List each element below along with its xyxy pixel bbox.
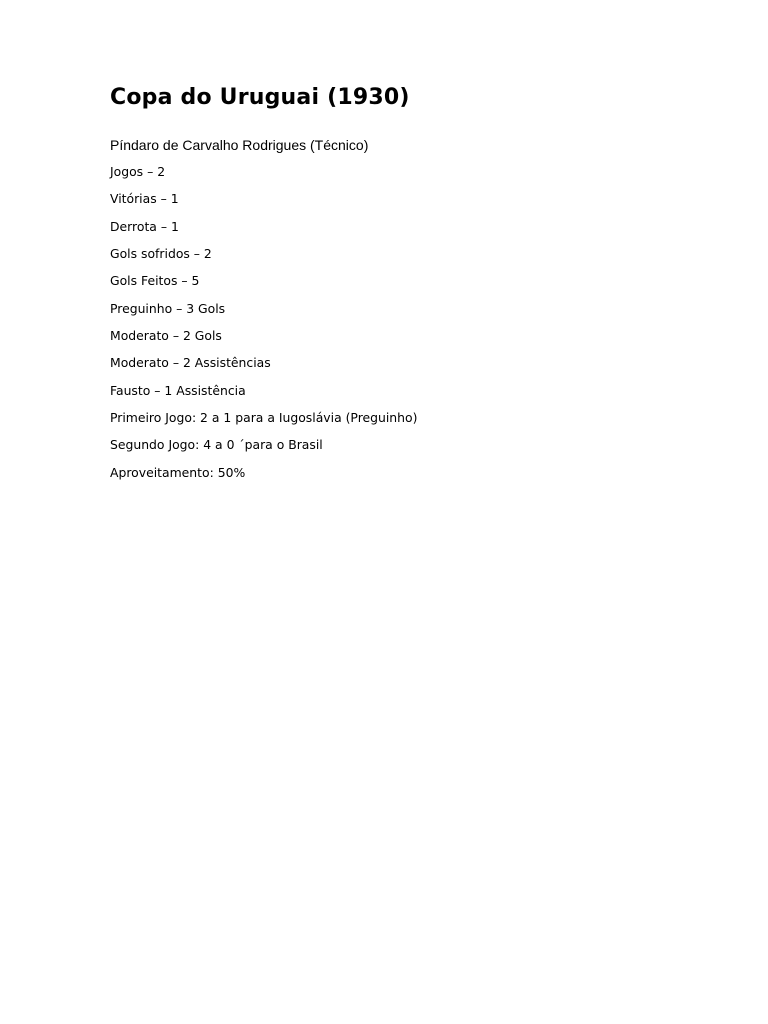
stat-line-losses: Derrota – 1 [110, 218, 179, 234]
document-body [110, 82, 710, 480]
stat-line-moderato-assists: Moderato – 2 Assistências [110, 355, 271, 371]
stat-line-games: Jogos – 2 [110, 164, 166, 179]
stats-list [110, 163, 417, 491]
stat-line-first-game: Primeiro Jogo: 2 a 1 para a Iugoslávia (Preguinho) [110, 410, 418, 426]
document-title: Copa do Uruguai (1930) [110, 85, 410, 110]
coach-line: Píndaro de Carvalho Rodrigues (Técnico) [110, 137, 369, 153]
stat-line-goals-conceded: Gols sofridos – 2 [110, 246, 212, 262]
stat-line-goals-scored: Gols Feitos – 5 [110, 273, 200, 289]
stat-line-second-game: Segundo Jogo: 4 a 0 ´para o Brasil [110, 437, 323, 453]
stat-line-preguinho-goals: Preguinho – 3 Gols [110, 300, 226, 316]
stat-line-moderato-goals: Moderato – 2 Gols [110, 328, 222, 344]
stat-line-wins: Vitórias – 1 [110, 191, 179, 207]
stat-line-performance: Aproveitamento: 50% [110, 464, 246, 480]
stat-line-fausto-assists: Fausto – 1 Assistência [110, 382, 246, 398]
